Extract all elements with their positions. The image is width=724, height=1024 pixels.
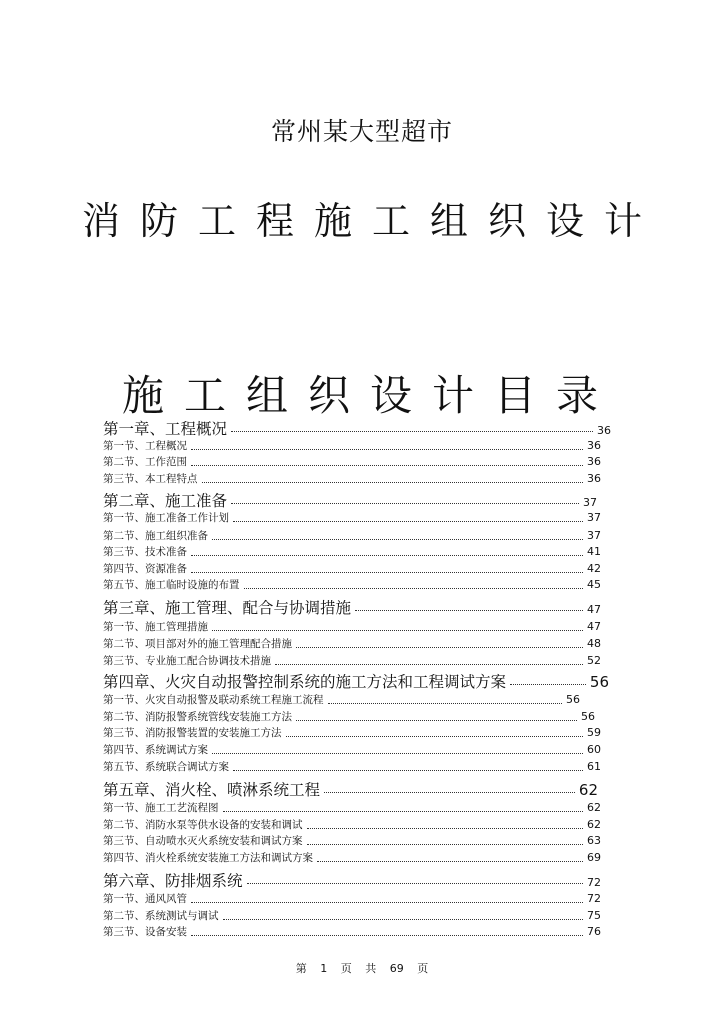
toc-entry-page: 42 — [587, 562, 601, 575]
toc-leader — [355, 609, 583, 611]
toc-entry-page: 72 — [587, 892, 601, 905]
toc-entry-label: 第二章、施工准备 — [103, 492, 228, 510]
toc-entry-label: 第一章、工程概况 — [103, 420, 228, 438]
toc-leader — [510, 683, 586, 685]
toc-entry-page: 37 — [583, 496, 597, 509]
toc-entry — [103, 908, 601, 923]
toc-leader — [191, 571, 583, 573]
toc-leader — [191, 934, 583, 936]
toc-leader — [247, 882, 583, 884]
toc-entry-label: 第三节、消防报警装置的安装施工方法 — [103, 727, 282, 739]
toc-entry-label: 第三节、自动喷水灭火系统安装和调试方案 — [103, 835, 303, 847]
toc-leader — [233, 520, 583, 522]
toc-entry-page: 72 — [587, 876, 601, 889]
toc-leader — [202, 481, 584, 483]
toc-entry-page: 48 — [587, 637, 601, 650]
toc-entry-page: 62 — [587, 801, 601, 814]
toc-entry — [103, 528, 601, 543]
toc-entry-page: 76 — [587, 925, 601, 938]
toc-entry — [103, 742, 601, 757]
toc-leader — [191, 554, 583, 556]
toc-entry — [103, 924, 601, 939]
toc-entry-label: 第四节、消火栓系统安装施工方法和调试方案 — [103, 852, 313, 864]
toc-entry — [103, 636, 601, 651]
toc-leader — [328, 702, 563, 704]
toc-entry — [103, 869, 601, 891]
toc-entry — [103, 692, 580, 707]
toc-entry-page: 59 — [587, 726, 601, 739]
toc-entry-label: 第一节、工程概况 — [103, 440, 187, 452]
toc-entry — [103, 561, 601, 576]
toc-entry-label: 第五章、消火栓、喷淋系统工程 — [103, 781, 321, 799]
toc-entry-page: 36 — [587, 472, 601, 485]
toc-entry-page: 60 — [587, 743, 601, 756]
toc-entry-page: 45 — [587, 578, 601, 591]
toc-entry-label: 第一节、施工准备工作计划 — [103, 512, 229, 524]
toc-entry — [103, 653, 601, 668]
toc-leader — [275, 663, 583, 665]
toc-entry — [103, 454, 601, 469]
toc-entry — [103, 577, 601, 592]
toc-leader — [233, 769, 583, 771]
page-footer: 第 1 页 共 69 页 — [295, 962, 429, 975]
toc-entry-label: 第三节、设备安装 — [103, 926, 187, 938]
toc-entry-label: 第一节、通风风管 — [103, 893, 187, 905]
toc-entry-label: 第一节、施工工艺流程图 — [103, 802, 219, 814]
toc-entry-label: 第三章、施工管理、配合与协调措施 — [103, 599, 352, 617]
toc-entry — [103, 817, 601, 832]
toc-entry-label: 第四节、资源准备 — [103, 563, 187, 575]
toc-leader — [231, 502, 579, 504]
toc-entry-page: 75 — [587, 909, 601, 922]
toc-entry — [103, 438, 601, 453]
toc-entry-page: 63 — [587, 834, 601, 847]
toc-entry-label: 第一节、施工管理措施 — [103, 621, 208, 633]
toc-leader — [191, 464, 583, 466]
toc-entry-page: 69 — [587, 851, 601, 864]
toc-entry — [103, 619, 601, 634]
toc-leader — [317, 860, 583, 862]
toc-leader — [212, 752, 583, 754]
toc-entry-label: 第六章、防排烟系统 — [103, 872, 243, 890]
toc-leader — [244, 587, 584, 589]
toc-entry — [103, 725, 601, 740]
toc-entry — [103, 670, 609, 692]
toc-entry-page: 52 — [587, 654, 601, 667]
toc-leader — [223, 810, 584, 812]
toc-leader — [307, 843, 584, 845]
toc-entry — [103, 800, 601, 815]
toc-entry — [103, 833, 601, 848]
toc-leader — [212, 629, 583, 631]
toc-entry-page: 36 — [587, 439, 601, 452]
toc-entry-label: 第二节、消防报警系统管线安装施工方法 — [103, 711, 292, 723]
toc-entry — [103, 759, 601, 774]
toc-entry-label: 第二节、项目部对外的施工管理配合措施 — [103, 638, 292, 650]
toc-entry-label: 第五节、施工临时设施的布置 — [103, 579, 240, 591]
toc-entry-page: 41 — [587, 545, 601, 558]
main-title: 消防工程施工组织设计 — [81, 199, 662, 243]
toc-entry — [103, 544, 601, 559]
toc-leader — [191, 448, 583, 450]
toc-leader — [324, 791, 575, 793]
toc-entry-label: 第二节、消防水泵等供水设备的安装和调试 — [103, 819, 303, 831]
toc-entry — [103, 471, 601, 486]
toc-entry-page: 37 — [587, 511, 601, 524]
toc-leader — [296, 719, 577, 721]
toc-entry-page: 47 — [587, 620, 601, 633]
toc-entry-label: 第一节、火灾自动报警及联动系统工程施工流程 — [103, 694, 324, 706]
toc-entry-label: 第五节、系统联合调试方案 — [103, 761, 229, 773]
toc-entry — [103, 489, 597, 511]
project-title: 常州某大型超市 — [270, 117, 453, 146]
toc-entry-label: 第二节、施工组织准备 — [103, 530, 208, 542]
toc-entry-label: 第四节、系统调试方案 — [103, 744, 208, 756]
toc-entry-page: 62 — [587, 818, 601, 831]
toc-entry-page: 56 — [581, 710, 595, 723]
toc-entry-page: 36 — [587, 455, 601, 468]
toc-leader — [296, 646, 583, 648]
toc-title: 施工组织设计目录 — [121, 371, 618, 420]
toc-leader — [231, 430, 593, 432]
toc-leader — [223, 918, 584, 920]
toc-entry — [103, 891, 601, 906]
toc-leader — [191, 901, 583, 903]
toc-entry — [103, 778, 598, 800]
toc-entry — [103, 709, 595, 724]
toc-entry-page: 62 — [578, 781, 598, 799]
toc-entry-label: 第四章、火灾自动报警控制系统的施工方法和工程调试方案 — [103, 673, 507, 691]
toc-entry — [103, 417, 611, 439]
toc-entry — [103, 596, 601, 618]
toc-entry-page: 36 — [597, 424, 611, 437]
toc-entry-page: 61 — [587, 760, 601, 773]
toc-entry-label: 第三节、本工程特点 — [103, 473, 198, 485]
toc-leader — [212, 538, 583, 540]
toc-leader — [286, 735, 584, 737]
toc-entry-page: 56 — [566, 693, 580, 706]
toc-entry-page: 37 — [587, 529, 601, 542]
toc-entry — [103, 510, 601, 525]
toc-entry — [103, 850, 601, 865]
toc-entry-label: 第三节、专业施工配合协调技术措施 — [103, 655, 271, 667]
toc-entry-label: 第二节、系统测试与调试 — [103, 910, 219, 922]
toc-entry-label: 第二节、工作范围 — [103, 456, 187, 468]
toc-entry-page: 47 — [587, 603, 601, 616]
toc-entry-label: 第三节、技术准备 — [103, 546, 187, 558]
toc-leader — [307, 827, 584, 829]
toc-entry-page: 56 — [589, 673, 609, 691]
